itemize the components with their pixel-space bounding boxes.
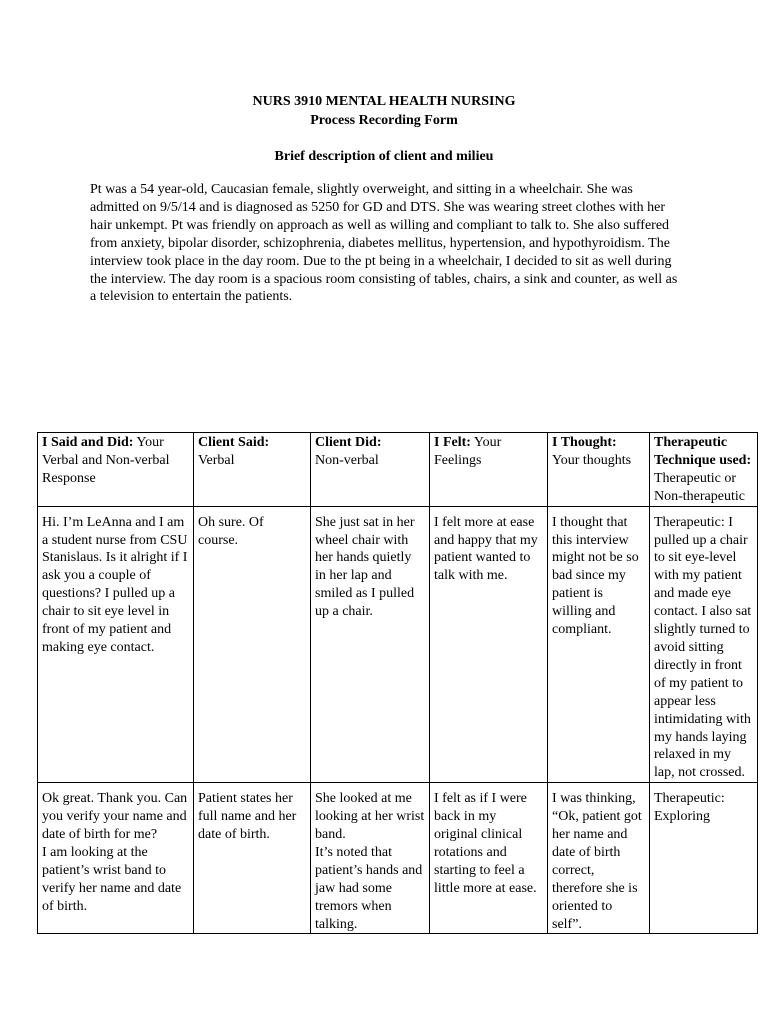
header-subtext: Therapeutic or Non-therapeutic xyxy=(654,470,745,504)
header-i-said-did xyxy=(38,433,194,507)
cell-said-did: Hi. I’m LeAnna and I am a student nurse from CSU Stanislaus. Is it alright if I ask you a couple of questions? I pulled up a chair to sit eye level in front of my patient and making eye contact. xyxy=(38,506,194,783)
cell-technique: Therapeutic: I pulled up a chair to sit eye-level with my patient and made eye contact. I also sat slightly turned to avoid sitting directly in front of my patient to appear less intimidating with my hands laying relaxed in my lap, not crossed. xyxy=(650,506,758,783)
header-i-felt xyxy=(430,433,548,507)
section-heading: Brief description of client and milieu xyxy=(274,149,494,164)
cell-client-did: She just sat in her wheel chair with her hands quietly in her lap and smiled as I pulled up a chair. xyxy=(311,506,430,783)
header-label: I Felt: xyxy=(434,435,471,450)
cell-felt: I felt more at ease and happy that my patient wanted to talk with me. xyxy=(430,506,548,783)
cell-thought: I thought that this interview might not be so bad since my patient is willing and compliant. xyxy=(548,506,650,783)
cell-client-said: Oh sure. Of course. xyxy=(194,506,311,783)
header-subtext: Verbal xyxy=(198,452,235,468)
course-title: NURS 3910 MENTAL HEALTH NURSING xyxy=(252,94,516,109)
header-i-thought xyxy=(548,433,650,507)
header-subtext: Your thoughts xyxy=(552,452,632,468)
header-label: Therapeutic Technique used: xyxy=(654,435,752,468)
header-label: I Said and Did: xyxy=(42,435,134,450)
cell-said-did: Ok great. Thank you. Can you verify your name and date of birth for me? I am looking at the patient’s wrist band to verify her name and date of birth. xyxy=(38,783,194,934)
table-header-row xyxy=(38,433,758,507)
header-client-said xyxy=(194,433,311,507)
form-title: Process Recording Form xyxy=(310,113,458,128)
cell-technique: Therapeutic: Exploring xyxy=(650,783,758,934)
header-subtext: Your Feelings xyxy=(434,435,502,468)
header-label: Client Did: xyxy=(315,435,382,450)
client-description: Pt was a 54 year-old, Caucasian female, slightly overweight, and sitting in a wheelchair. She was admitted on 9/5/14 and is diagnosed as 5250 for GD and DTS. She was wearing street clothes with her hair unkempt. Pt was friendly on approach as well as willing and compliant to talk to. She also suffered from anxiety, bipolar disorder, schizophrenia, diabetes mellitus, hypertension, and hypothyroidism. The interview took place in the day room. Due to the pt being in a wheelchair, I decided to sit as well during the interview. The day room is a spacious room consisting of tables, chairs, a sink and counter, as well as a television to entertain the patients. xyxy=(90,182,678,305)
header-client-did xyxy=(311,433,430,507)
cell-thought: I was thinking, “Ok, patient got her name and date of birth correct, therefore she is oriented to self”. xyxy=(548,783,650,934)
header-label: Client Said: xyxy=(198,435,270,450)
cell-felt: I felt as if I were back in my original clinical rotations and starting to feel a little more at ease. xyxy=(430,783,548,934)
header-therapeutic-technique xyxy=(650,433,758,507)
table-row xyxy=(38,783,758,934)
cell-client-said: Patient states her full name and her date of birth. xyxy=(194,783,311,934)
header-label: I Thought: xyxy=(552,435,617,450)
process-recording-table xyxy=(37,432,758,934)
header-subtext: Non-verbal xyxy=(315,452,379,468)
cell-client-did: She looked at me looking at her wrist band. It’s noted that patient’s hands and jaw had some tremors when talking. xyxy=(311,783,430,934)
table-row xyxy=(38,506,758,783)
header-subtext: Your Verbal and Non-verbal Response xyxy=(42,435,170,486)
